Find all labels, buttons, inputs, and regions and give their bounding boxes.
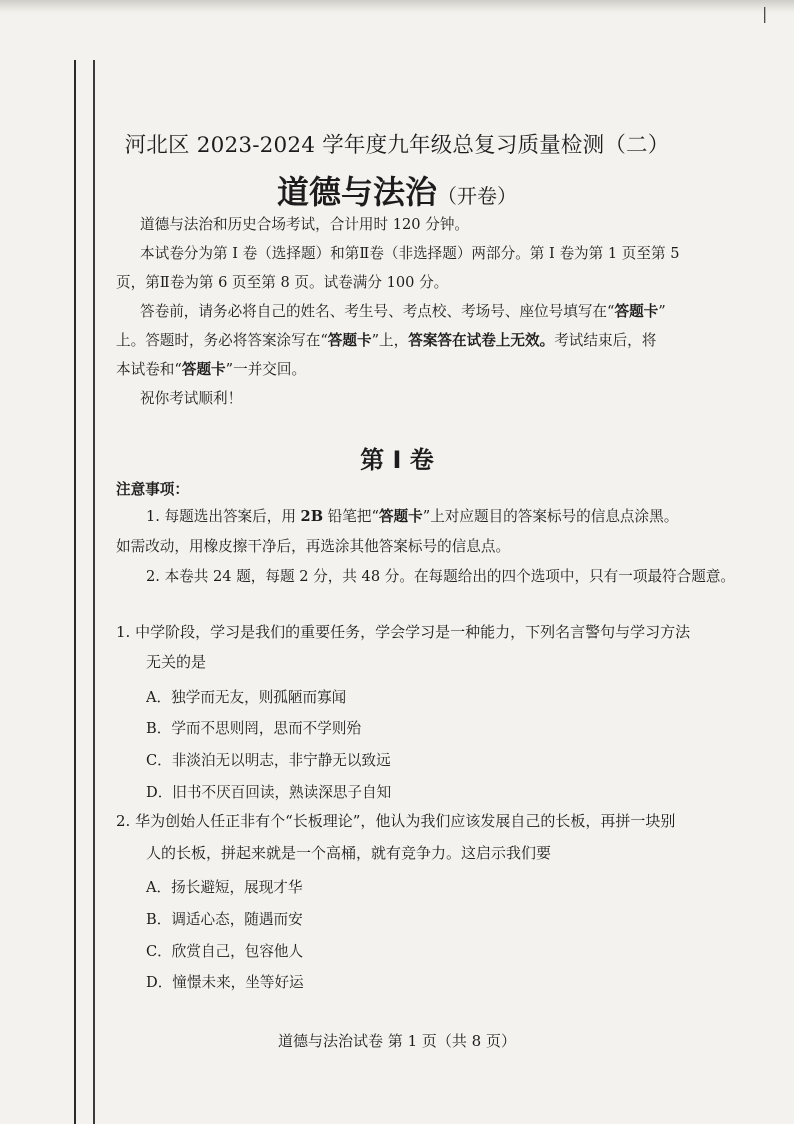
question-1-option-a: A．独学而无友，则孤陋而寡闻 <box>146 689 347 706</box>
intro-p2a: 本试卷分为第 I 卷（选择题）和第Ⅱ卷（非选择题）两部分。第 I 卷为第 1 页至第 5 <box>140 245 680 262</box>
intro-p3c-text2: ”一并交回。 <box>225 361 307 378</box>
notice-2: 2. 本卷共 24 题，每题 2 分，共 48 分。在每题给出的四个选项中，只有一项最符合题意。 <box>146 568 736 585</box>
exam-title: 河北区 2023-2024 学年度九年级总复习质量检测（二） <box>124 133 670 158</box>
intro-p3b <box>116 331 656 351</box>
intro-p3c-text1: 本试卷和“ <box>116 361 182 378</box>
question-1-option-b: B．学而不思则罔，思而不学则殆 <box>146 720 362 737</box>
answer-card-term: 答题卡 <box>614 303 659 320</box>
binding-margin-line <box>74 60 76 1124</box>
question-1-stem-cont: 无关的是 <box>146 653 207 671</box>
notice-1a-text1: 1. 每题选出答案后，用 <box>146 508 301 525</box>
intro-p3c <box>116 360 306 380</box>
question-2-option-a: A．扬长避短，展现才华 <box>146 879 303 896</box>
answer-card-term: 答题卡 <box>181 361 226 378</box>
intro-p3a-end: ” <box>658 303 666 320</box>
question-2-stem: 2. 华为创始人任正非有个“长板理论”，他认为我们应该发展自己的长板，再拼一块别 <box>116 812 676 830</box>
subject-title <box>0 167 794 213</box>
intro-p3b-text3: 考试结束后，将 <box>554 332 657 349</box>
invalid-answer-warning: 答案答在试卷上无效。 <box>408 332 555 349</box>
notice-1a <box>146 507 678 527</box>
question-1-stem: 1. 中学阶段，学习是我们的重要任务，学会学习是一种能力，下列名言警句与学习方法 <box>116 623 691 641</box>
answer-card-term: 答题卡 <box>378 508 423 525</box>
intro-p3b-text2: ”上， <box>371 332 409 349</box>
answer-card-term: 答题卡 <box>327 332 372 349</box>
subject-note: （开卷） <box>437 184 517 208</box>
question-1-option-c: C．非淡泊无以明志，非宁静无以致远 <box>146 752 391 769</box>
intro-p1: 道德与法治和历史合场考试，合计用时 120 分钟。 <box>140 216 470 233</box>
intro-p4: 祝你考试顺利！ <box>140 390 243 407</box>
page-footer: 道德与法治试卷 第 1 页（共 8 页） <box>278 1032 516 1050</box>
notice-1a-text3: ”上对应题目的答案标号的信息点涂黑。 <box>422 508 679 525</box>
scan-top-edge <box>0 0 794 14</box>
question-2-stem-cont: 人的长板，拼起来就是一个高桶，就有竞争力。这启示我们要 <box>146 844 552 862</box>
subject-name: 道德与法治 <box>276 173 437 211</box>
intro-p3a <box>140 302 666 322</box>
pencil-type: 2B <box>300 508 324 525</box>
question-2-option-c: C．欣赏自己，包容他人 <box>146 943 304 960</box>
section-title: 第 I 卷 <box>360 446 434 474</box>
notice-1b: 如需改动，用橡皮擦干净后，再选涂其他答案标号的信息点。 <box>116 538 511 555</box>
intro-p2b: 页，第Ⅱ卷为第 6 页至第 8 页。试卷满分 100 分。 <box>116 274 449 291</box>
notice-label: 注意事项： <box>116 481 189 498</box>
binding-margin-line-inner <box>93 60 95 1124</box>
intro-p3a-text: 答卷前，请务必将自己的姓名、考生号、考点校、考场号、座位号填写在“ <box>140 303 615 320</box>
question-2-option-d: D．憧憬未来，坐等好运 <box>146 974 304 991</box>
question-1-option-d: D．旧书不厌百回读，熟读深思子自知 <box>146 784 392 801</box>
corner-mark: | <box>762 4 768 23</box>
question-2-option-b: B．调适心态，随遇而安 <box>146 911 303 928</box>
notice-1a-text2: 铅笔把“ <box>323 508 379 525</box>
intro-p3b-text1: 上。答题时，务必将答案涂写在“ <box>116 332 328 349</box>
